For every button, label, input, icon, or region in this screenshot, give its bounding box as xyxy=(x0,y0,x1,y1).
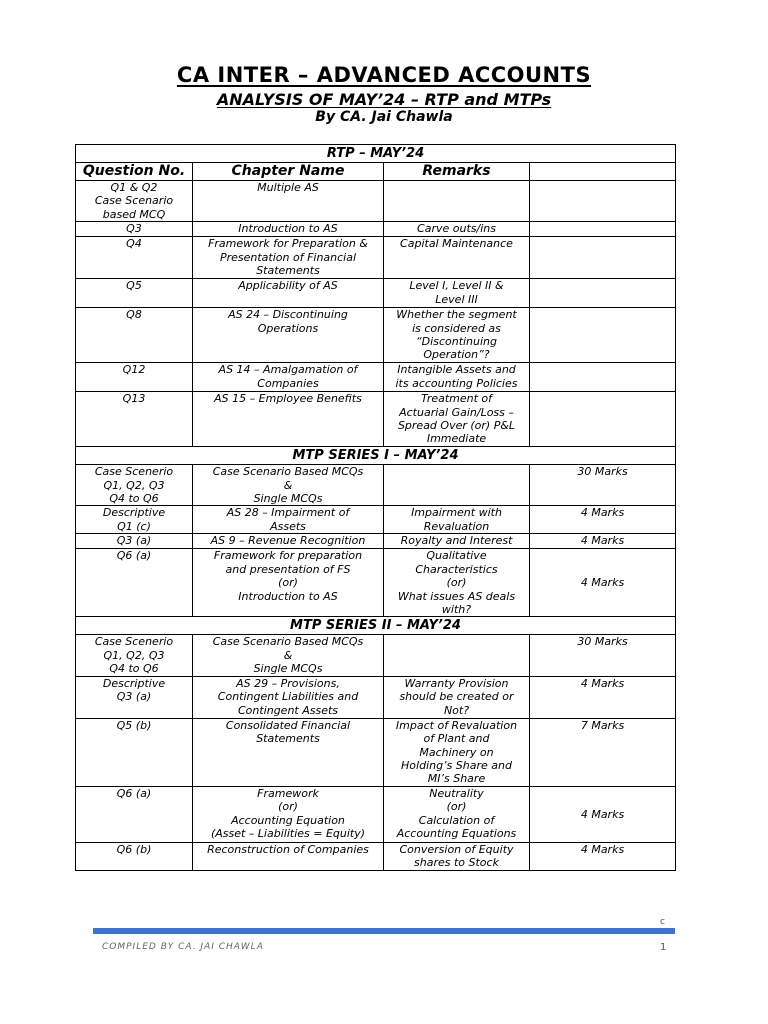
question-cell xyxy=(76,181,193,222)
question-cell xyxy=(76,308,193,363)
cell-line: Framework for preparation xyxy=(213,549,363,563)
cell-line: Operation”? xyxy=(423,348,490,362)
cell-line: Not? xyxy=(443,703,470,717)
remarks-cell xyxy=(384,635,530,676)
chapter-cell xyxy=(193,308,384,363)
cell-line: Q13 xyxy=(122,392,146,406)
cell-line: Descriptive xyxy=(102,676,166,690)
remarks-cell xyxy=(384,786,530,842)
marks-cell xyxy=(530,237,676,279)
remarks-cell xyxy=(384,676,530,718)
cell-line: (Asset – Liabilities = Equity) xyxy=(210,826,366,840)
cell-line: Q6 (b) xyxy=(116,842,152,856)
cell-line: Q6 (a) xyxy=(116,786,152,800)
cell-line: Statements xyxy=(256,264,320,278)
marks-cell xyxy=(530,465,676,506)
remarks-cell xyxy=(384,842,530,870)
question-cell xyxy=(76,392,193,447)
cell-line: 30 Marks xyxy=(577,465,628,479)
cell-line: Q5 (b) xyxy=(116,718,152,732)
marks-cell xyxy=(530,279,676,308)
cell-line: Q3 (a) xyxy=(116,534,152,548)
question-cell xyxy=(76,279,193,308)
document-subtitle: ANALYSIS OF MAY’24 – RTP and MTPs xyxy=(216,90,552,109)
table-row xyxy=(76,676,676,718)
marks-cell xyxy=(530,635,676,676)
cell-line: based MCQ xyxy=(102,207,166,221)
cell-line: 4 Marks xyxy=(580,534,625,548)
cell-line: 30 Marks xyxy=(577,635,628,649)
chapter-cell xyxy=(193,635,384,676)
cell-line: Consolidated Financial xyxy=(225,718,351,732)
marks-cell xyxy=(530,718,676,786)
table-row xyxy=(76,534,676,549)
cell-line: Single MCQs xyxy=(253,492,323,506)
cell-line: Machinery on xyxy=(419,745,494,759)
cell-line: AS 9 – Revenue Recognition xyxy=(210,534,366,548)
cell-line: Case Scenerio xyxy=(94,465,174,479)
cell-line: Companies xyxy=(257,376,319,390)
cell-line: Contingent Liabilities and xyxy=(217,690,359,704)
cell-line: its accounting Policies xyxy=(395,376,518,390)
remarks-cell xyxy=(384,718,530,786)
cell-line: Q6 (a) xyxy=(116,549,152,563)
cell-line: (or) xyxy=(446,800,467,814)
cell-line: Impact of Revaluation xyxy=(395,718,518,732)
cell-line: Single MCQs xyxy=(253,662,323,676)
cell-line: Q4 xyxy=(126,237,142,251)
marks-cell xyxy=(530,534,676,549)
marks-cell xyxy=(530,181,676,222)
marks-cell xyxy=(530,308,676,363)
chapter-cell xyxy=(193,181,384,222)
question-cell xyxy=(76,635,193,676)
remarks-cell xyxy=(384,549,530,617)
cell-line: Immediate xyxy=(426,432,487,446)
table-row xyxy=(76,718,676,786)
marks-cell xyxy=(530,786,676,842)
cell-line: Revaluation xyxy=(423,519,490,533)
table-row xyxy=(76,279,676,308)
cell-line: Statements xyxy=(256,732,320,746)
cell-line: Neutrality xyxy=(429,786,484,800)
cell-line: 7 Marks xyxy=(580,718,625,732)
footer-compiled-by: COMPILED BY CA. JAI CHAWLA xyxy=(102,942,264,952)
marks-cell xyxy=(530,392,676,447)
cell-line: Q1 & Q2 xyxy=(110,181,158,194)
column-header: Chapter Name xyxy=(193,163,384,181)
cell-line: Reconstruction of Companies xyxy=(207,842,369,856)
table-row xyxy=(76,222,676,237)
section-header-row xyxy=(76,145,676,163)
column-header: Remarks xyxy=(384,163,530,181)
cell-line: Whether the segment xyxy=(396,308,517,322)
remarks-cell xyxy=(384,279,530,308)
table-row xyxy=(76,465,676,506)
marks-cell xyxy=(530,363,676,392)
marks-cell xyxy=(530,222,676,237)
table-row xyxy=(76,506,676,534)
cell-line: AS 29 – Provisions, xyxy=(236,676,340,690)
cell-line: Accounting Equations xyxy=(396,826,517,840)
cell-line: shares to Stock xyxy=(414,856,499,870)
cell-line: 4 Marks xyxy=(580,506,625,520)
question-cell xyxy=(76,465,193,506)
cell-line: 4 Marks xyxy=(580,676,625,690)
cell-line: Case Scenario xyxy=(94,194,174,208)
remarks-cell xyxy=(384,392,530,447)
question-cell xyxy=(76,237,193,279)
cell-line: is considered as xyxy=(412,321,501,335)
section-title: MTP SERIES I – MAY’24 xyxy=(76,447,676,465)
cell-line: Q1, Q2, Q3 xyxy=(103,478,165,492)
cell-line: Introduction to AS xyxy=(238,222,338,236)
table-row xyxy=(76,363,676,392)
cell-line: Level III xyxy=(435,292,478,306)
table-row xyxy=(76,237,676,279)
chapter-cell xyxy=(193,786,384,842)
cell-line: AS 14 – Amalgamation of xyxy=(218,363,358,377)
cell-line: AS 28 – Impairment of xyxy=(226,506,350,520)
chapter-cell xyxy=(193,279,384,308)
cell-line: & xyxy=(283,478,293,492)
cell-line: Q1, Q2, Q3 xyxy=(103,648,165,662)
page-number: 1 xyxy=(660,942,667,953)
cell-line: Conversion of Equity xyxy=(399,842,514,856)
cell-line: Q1 (c) xyxy=(117,519,151,533)
marks-cell xyxy=(530,842,676,870)
question-cell xyxy=(76,363,193,392)
cell-line: Case Scenario Based MCQs xyxy=(212,635,364,649)
question-cell xyxy=(76,676,193,718)
chapter-cell xyxy=(193,222,384,237)
cell-line: Holding’s Share and xyxy=(401,758,512,772)
column-header-row xyxy=(76,163,676,181)
chapter-cell xyxy=(193,534,384,549)
cell-line: Case Scenerio xyxy=(94,635,174,649)
chapter-cell xyxy=(193,676,384,718)
cell-line: Framework for Preparation & xyxy=(208,237,368,251)
remarks-cell xyxy=(384,308,530,363)
remarks-cell xyxy=(384,363,530,392)
question-cell xyxy=(76,506,193,534)
marks-cell xyxy=(530,506,676,534)
document-title: CA INTER – ADVANCED ACCOUNTS xyxy=(176,63,592,87)
cell-line: MI’s Share xyxy=(427,772,486,786)
remarks-cell xyxy=(384,506,530,534)
section-title: RTP – MAY’24 xyxy=(76,145,676,163)
cell-line: Framework xyxy=(257,786,319,800)
cell-line: Multiple AS xyxy=(257,181,319,194)
cell-line: Accounting Equation xyxy=(231,813,345,827)
cell-line: 4 Marks xyxy=(580,842,625,856)
question-cell xyxy=(76,534,193,549)
table-row xyxy=(76,842,676,870)
cell-line: “Discontinuing xyxy=(415,335,498,349)
column-header xyxy=(530,163,676,181)
cell-line: Assets xyxy=(270,519,306,533)
cell-line: Q5 xyxy=(126,279,142,293)
remarks-cell xyxy=(384,534,530,549)
cell-line: Introduction to AS xyxy=(238,589,338,603)
cell-line: AS 15 – Employee Benefits xyxy=(214,392,362,406)
cell-line: (or) xyxy=(278,576,298,590)
table-row xyxy=(76,549,676,617)
remarks-cell xyxy=(384,181,530,222)
cell-line: and presentation of FS xyxy=(225,562,351,576)
section-header-row xyxy=(76,447,676,465)
cell-line: Contingent Assets xyxy=(237,703,339,717)
question-cell xyxy=(76,786,193,842)
cell-line: Level I, Level II & xyxy=(409,279,504,293)
remarks-cell xyxy=(384,222,530,237)
cell-line: (or) xyxy=(278,800,298,814)
cell-line: Q3 (a) xyxy=(116,690,152,704)
cell-line: with? xyxy=(441,603,472,617)
cell-line: Calculation of xyxy=(418,813,495,827)
question-cell xyxy=(76,842,193,870)
column-header: Question No. xyxy=(76,163,193,181)
footer-bar xyxy=(93,928,675,934)
cell-line: 4 Marks xyxy=(580,576,625,590)
chapter-cell xyxy=(193,842,384,870)
cell-line: Q4 to Q6 xyxy=(109,662,159,676)
document-author: By CA. Jai Chawla xyxy=(315,109,453,125)
cell-line: Characteristics xyxy=(415,562,498,576)
cell-line: Treatment of xyxy=(420,392,493,406)
cell-line: Q12 xyxy=(122,363,146,377)
chapter-cell xyxy=(193,718,384,786)
section-title: MTP SERIES II – MAY’24 xyxy=(76,617,676,635)
cell-line: 4 Marks xyxy=(580,807,625,821)
footer-mark: c xyxy=(660,917,665,927)
cell-line: Q3 xyxy=(126,222,142,236)
chapter-cell xyxy=(193,392,384,447)
analysis-table xyxy=(75,144,676,871)
cell-line: Actuarial Gain/Loss – xyxy=(399,405,514,419)
question-cell xyxy=(76,549,193,617)
cell-line: Carve outs/ins xyxy=(417,222,496,236)
cell-line: should be created or xyxy=(399,690,514,704)
cell-line: Royalty and Interest xyxy=(400,534,513,548)
cell-line: Descriptive xyxy=(102,506,166,520)
cell-line: Impairment with xyxy=(411,506,502,520)
chapter-cell xyxy=(193,465,384,506)
cell-line: Case Scenario Based MCQs xyxy=(212,465,364,479)
marks-cell xyxy=(530,676,676,718)
marks-cell xyxy=(530,549,676,617)
cell-line: AS 24 – Discontinuing xyxy=(228,308,348,322)
cell-line: Q4 to Q6 xyxy=(109,492,159,506)
cell-line: Capital Maintenance xyxy=(400,237,513,251)
cell-line: Warranty Provision xyxy=(404,676,509,690)
chapter-cell xyxy=(193,363,384,392)
chapter-cell xyxy=(193,549,384,617)
cell-line: Operations xyxy=(257,321,319,335)
chapter-cell xyxy=(193,506,384,534)
table-row xyxy=(76,308,676,363)
cell-line: Spread Over (or) P&L xyxy=(397,419,516,433)
table-row xyxy=(76,786,676,842)
chapter-cell xyxy=(193,237,384,279)
cell-line: Applicability of AS xyxy=(238,279,338,293)
cell-line: & xyxy=(283,648,293,662)
table-row xyxy=(76,635,676,676)
cell-line: of Plant and xyxy=(423,732,490,746)
question-cell xyxy=(76,718,193,786)
section-header-row xyxy=(76,617,676,635)
cell-line: Presentation of Financial xyxy=(219,250,357,264)
question-cell xyxy=(76,222,193,237)
table-row xyxy=(76,181,676,222)
cell-line: What issues AS deals xyxy=(397,589,516,603)
cell-line: Q8 xyxy=(126,308,142,322)
cell-line: Qualitative xyxy=(426,549,487,563)
remarks-cell xyxy=(384,465,530,506)
cell-line: (or) xyxy=(446,576,467,590)
remarks-cell xyxy=(384,237,530,279)
table-row xyxy=(76,392,676,447)
cell-line: Intangible Assets and xyxy=(397,363,516,377)
